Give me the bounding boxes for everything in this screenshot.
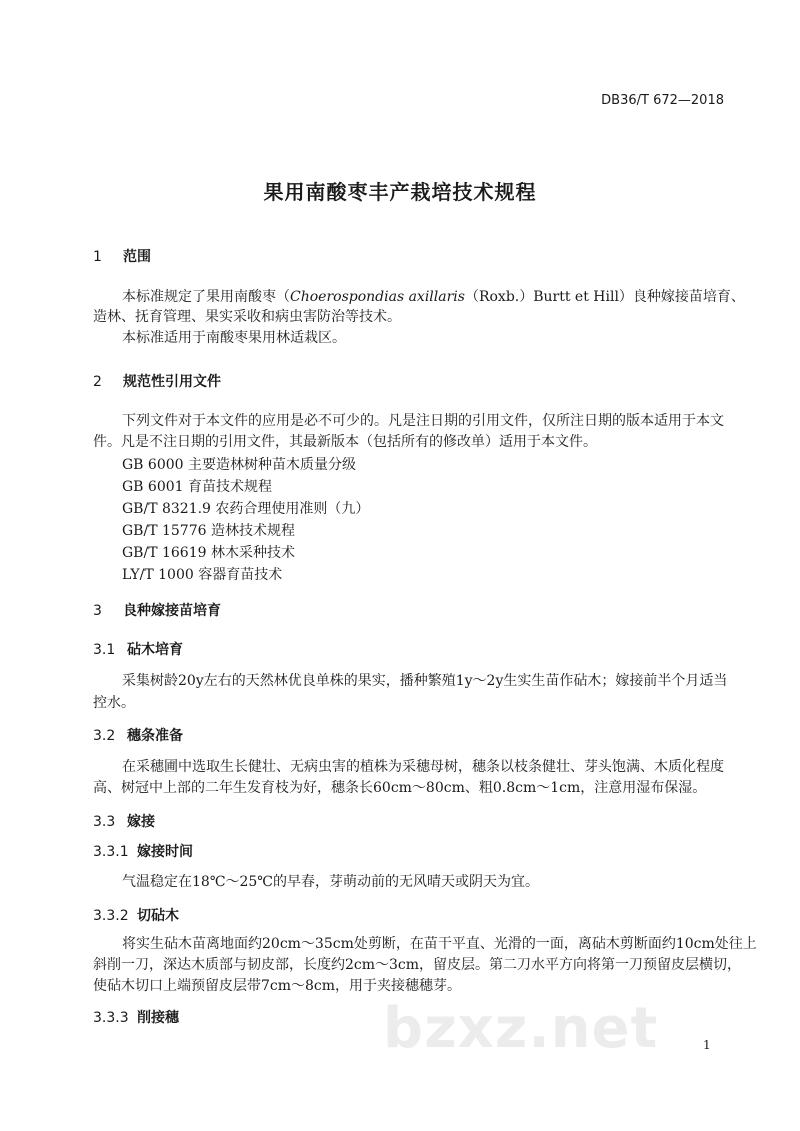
section-title: 穗条准备 [127,728,183,744]
section-3-1-paragraph-line: 控水。 [93,695,135,711]
section-3-1-paragraph-line: 采集树龄20y左右的天然林优良单株的果实，播种繁殖1y～2y生实生苗作砧木；嫁接前半个月适当 [122,673,728,689]
reference-item: GB 6000 主要造林树种苗木质量分级 [122,457,357,473]
section-3-3-heading [93,811,155,831]
section-number: 3.3.2 [93,908,129,924]
section-3-3-2-heading [93,905,179,925]
section-number: 3.1 [93,642,116,658]
reference-item: LY/T 1000 容器育苗技术 [122,567,283,583]
section-2-paragraph-line: 下列文件对于本文件的应用是必不可少的。凡是注日期的引用文件，仅所注日期的版本适用于本文 [122,413,724,429]
section-number: 3.3.3 [93,1010,129,1026]
section-3-2-paragraph-line: 在采穗圃中选取生长健壮、无病虫害的植株为采穗母树，穗条以枝条健壮、芽头饱满、木质化程度 [122,759,724,775]
section-title: 规范性引用文件 [123,374,221,390]
section-number: 3.3.1 [93,844,129,860]
reference-item: GB/T 8321.9 农药合理使用准则（九） [122,501,370,517]
section-3-1-heading [93,639,183,659]
section-1-paragraph-line: 造林、抚育管理、果实采收和病虫害防治等技术。 [93,309,401,325]
reference-item: GB 6001 育苗技术规程 [122,479,273,495]
reference-item: GB/T 15776 造林技术规程 [122,523,295,539]
section-3-2-paragraph-line: 高、树冠中上部的二年生发育枝为好，穗条长60cm～80cm、粗0.8cm～1cm，注意用湿布保湿。 [93,780,707,796]
section-title: 切砧木 [137,908,179,924]
text-run: （Roxb.）Burtt et Hill）良种嫁接苗培育、 [464,289,745,305]
section-number: 2 [93,374,102,390]
section-3-3-3-heading [93,1007,179,1027]
section-title: 砧木培育 [127,642,183,658]
section-2-paragraph-line: 件。凡是不注日期的引用文件，其最新版本（包括所有的修改单）适用于本文件。 [93,434,597,450]
section-title: 嫁接 [127,814,155,830]
section-2-heading [93,371,221,391]
section-title: 范围 [123,249,151,265]
scientific-name: Choerospondias axillaris [290,289,465,305]
section-3-3-2-paragraph-line: 将实生砧木苗离地面约20cm～35cm处剪断，在苗干平直、光滑的一面，离砧木剪断面约10cm处往上 [122,936,757,952]
section-title: 削接穗 [137,1010,179,1026]
section-3-3-1-paragraph-line: 气温稳定在18℃～25℃的早春，芽萌动前的无风晴天或阴天为宜。 [122,874,539,890]
section-1-heading [93,246,151,266]
section-number: 3.3 [93,814,116,830]
section-3-3-2-paragraph-line: 使砧木切口上端预留皮层带7cm～8cm，用于夹接穗穗芽。 [93,978,462,994]
section-3-3-1-heading [93,841,193,861]
section-title: 良种嫁接苗培育 [123,603,221,619]
watermark: bzxz.net [383,996,659,1061]
section-number: 3 [93,603,102,619]
section-1-paragraph-line: 本标准适用于南酸枣果用林适栽区。 [122,330,346,346]
section-3-3-2-paragraph-line: 斜削一刀，深达木质部与韧皮部，长度约2cm～3cm，留皮层。第二刀水平方向将第一刀预留皮层横切， [93,957,742,973]
document-code: DB36/T 672—2018 [601,93,724,108]
section-number: 1 [93,249,102,265]
document-title: 果用南酸枣丰产栽培技术规程 [263,180,537,204]
section-title: 嫁接时间 [137,844,193,860]
page-number: 1 [703,1038,711,1052]
section-number: 3.2 [93,728,116,744]
section-1-paragraph-line [122,286,745,308]
section-3-2-heading [93,725,183,745]
text-run: 本标准规定了果用南酸枣（ [122,289,290,305]
section-3-heading [93,600,221,620]
reference-item: GB/T 16619 林木采种技术 [122,545,295,561]
